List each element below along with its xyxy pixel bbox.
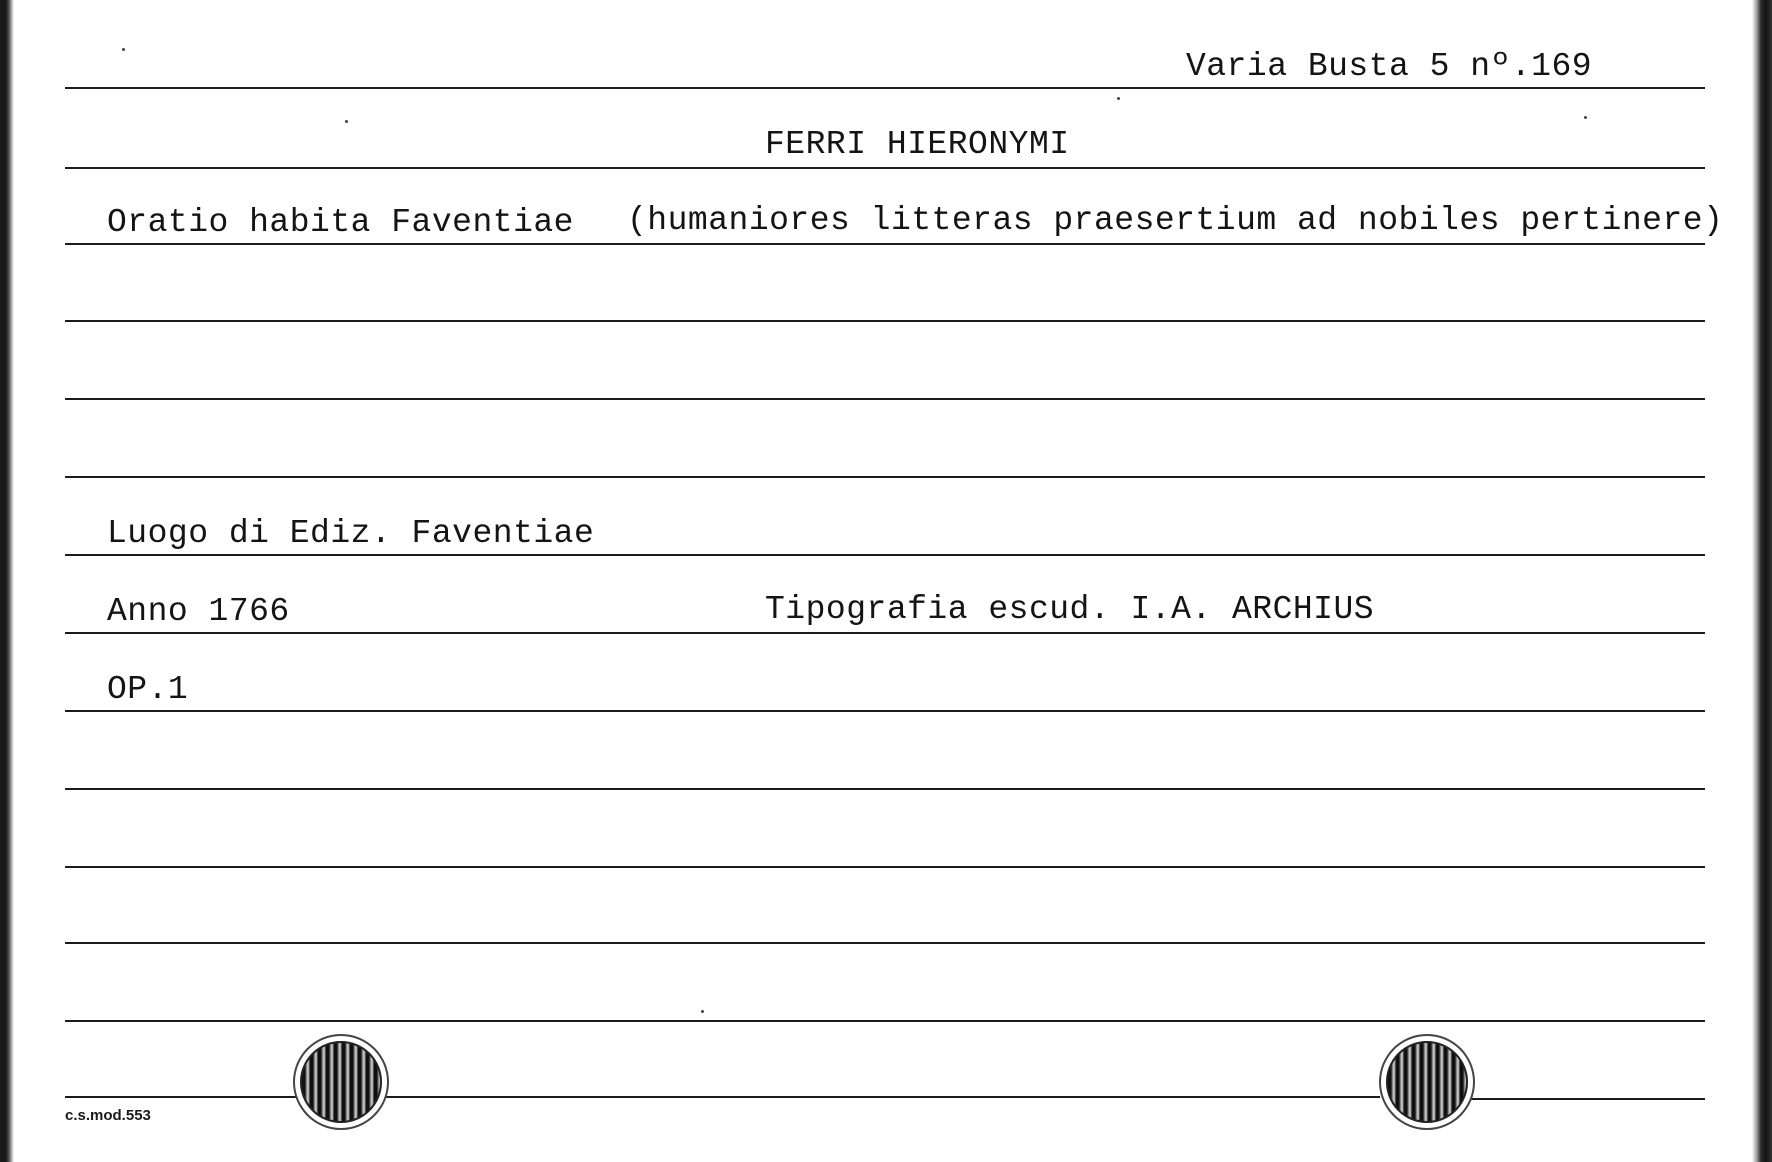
printer: Tipografia escud. I.A. ARCHIUS — [765, 591, 1375, 628]
publication-year: Anno 1766 — [107, 593, 290, 630]
place-of-edition: Luogo di Ediz. Faventiae — [107, 515, 595, 552]
form-code: c.s.mod.553 — [65, 1107, 151, 1124]
ruled-line — [65, 942, 1705, 944]
ruled-line — [380, 1096, 1380, 1098]
binding-hole-icon — [300, 1041, 382, 1123]
ruled-line — [65, 632, 1705, 634]
reference-number: Varia Busta 5 nº.169 — [1186, 48, 1593, 85]
ruled-line — [1470, 1098, 1705, 1100]
ruled-line — [65, 398, 1705, 400]
binding-hole-icon — [1386, 1041, 1468, 1123]
scan-speck — [1584, 116, 1587, 119]
ruled-line — [65, 243, 1705, 245]
ruled-line — [65, 1020, 1705, 1022]
scan-speck — [701, 1010, 704, 1013]
ruled-line — [65, 554, 1705, 556]
scan-speck — [345, 120, 348, 123]
card-left-edge — [0, 0, 14, 1162]
ruled-line — [65, 167, 1705, 169]
title-text: Oratio habita Faventiae — [107, 204, 574, 241]
ruled-line — [65, 87, 1705, 89]
title-subtitle: (humaniores litteras praesertium ad nobiles pertinere) — [627, 202, 1724, 239]
op-number: OP.1 — [107, 671, 189, 708]
ruled-line — [65, 476, 1705, 478]
author-heading: FERRI HIERONYMI — [765, 126, 1070, 163]
scan-speck — [122, 48, 125, 51]
ruled-line — [65, 1096, 305, 1098]
ruled-line — [65, 710, 1705, 712]
card-right-edge — [1752, 0, 1772, 1162]
scan-speck — [1117, 97, 1120, 100]
ruled-line — [65, 866, 1705, 868]
ruled-line — [65, 788, 1705, 790]
ruled-line — [65, 320, 1705, 322]
